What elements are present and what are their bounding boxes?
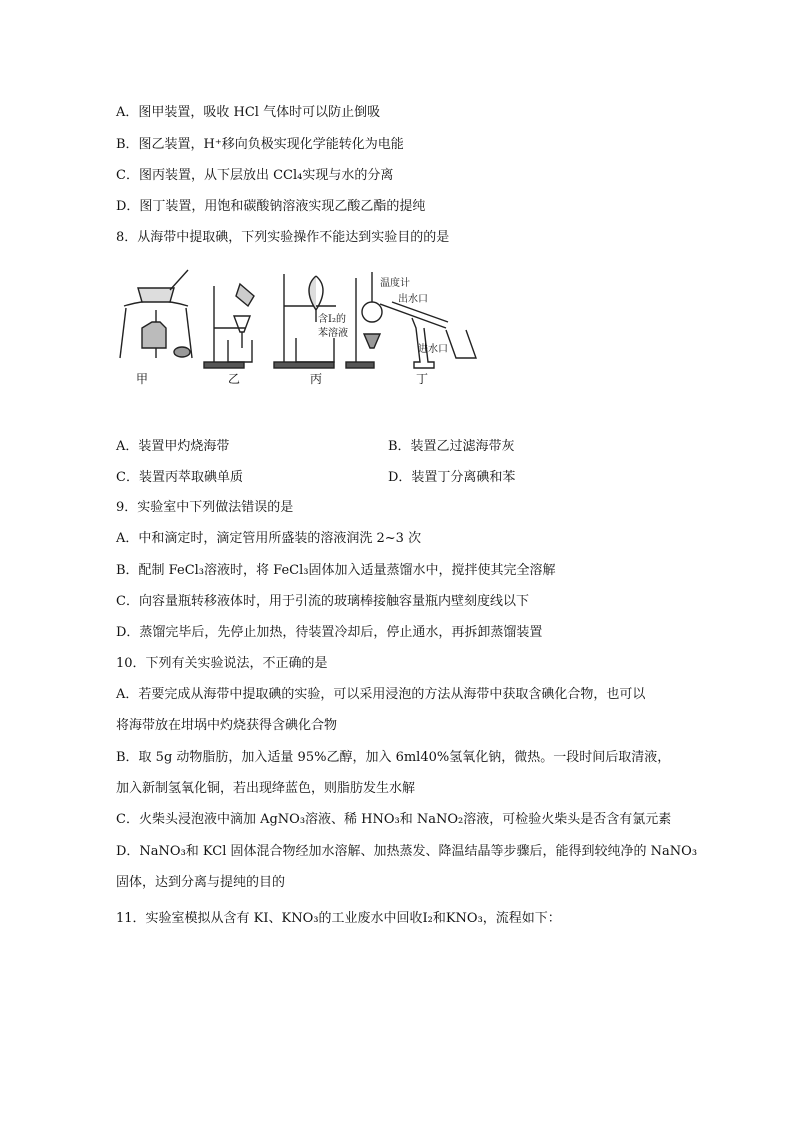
q7-option-b: B．图乙装置，H⁺移向负极实现化学能转化为电能 [116, 137, 404, 152]
q8-option-a: A．装置甲灼烧海带 [116, 439, 230, 454]
q7-option-a: A．图甲装置，吸收 HCl 气体时可以防止倒吸 [116, 105, 381, 120]
caption-ding: 丁 [416, 372, 429, 386]
q8-option-d: D．装置丁分离碘和苯 [388, 470, 516, 485]
q10-stem: 10．下列有关实验说法，不正确的是 [116, 656, 328, 671]
q9-option-a: A．中和滴定时，滴定管用所盛装的溶液润洗 2~3 次 [116, 531, 422, 546]
q8-stem: 8．从海带中提取碘，下列实验操作不能达到实验目的的是 [116, 230, 450, 245]
caption-bing: 丙 [310, 372, 323, 386]
q10-option-b-line2: 加入新制氢氧化铜，若出现绛蓝色，则脂肪发生水解 [116, 781, 416, 796]
q7-option-d: D．图丁装置，用饱和碳酸钠溶液实现乙酸乙酯的提纯 [116, 199, 426, 214]
label-inlet: 进水口 [418, 344, 448, 355]
caption-yi: 乙 [228, 372, 241, 386]
q8-option-b: B．装置乙过滤海带灰 [388, 439, 515, 454]
q10-option-a-line1: A．若要完成从海带中提取碘的实验，可以采用浸泡的方法从海带中获取含碘化合物，也可以 [116, 687, 646, 702]
q10-option-d-line2: 固体，达到分离与提纯的目的 [116, 875, 286, 890]
q10-option-a-line2: 将海带放在坩埚中灼烧获得含碘化合物 [116, 718, 338, 733]
apparatus-drawing [116, 268, 496, 394]
q8-option-c: C．装置丙萃取碘单质 [116, 470, 243, 485]
label-solution-2: 苯溶液 [318, 328, 348, 339]
caption-jia: 甲 [136, 372, 149, 386]
q10-option-b-line1: B．取 5g 动物脂肪，加入适量 95%乙醇，加入 6ml40%氢氧化钠，微热。一段时间后取清液， [116, 750, 671, 765]
q11-stem: 11．实验室模拟从含有 KI、KNO₃的工业废水中回收I₂和KNO₃，流程如下： [116, 911, 561, 926]
label-solution-1: 含I₂的 [318, 314, 346, 325]
q10-option-c: C．火柴头浸泡液中滴加 AgNO₃溶液、稀 HNO₃和 NaNO₂溶液，可检验火柴头是否含有氯元素 [116, 812, 672, 827]
apparatus-figure [116, 268, 496, 394]
q7-option-c: C．图丙装置，从下层放出 CCl₄实现与水的分离 [116, 168, 394, 183]
label-thermometer: 温度计 [380, 278, 410, 289]
q9-option-d: D．蒸馏完毕后，先停止加热，待装置冷却后，停止通水，再拆卸蒸馏装置 [116, 625, 543, 640]
q9-option-b: B．配制 FeCl₃溶液时，将 FeCl₃固体加入适量蒸馏水中，搅拌使其完全溶解 [116, 563, 556, 578]
q9-option-c: C．向容量瓶转移液体时，用于引流的玻璃棒接触容量瓶内壁刻度线以下 [116, 594, 529, 609]
label-outlet: 出水口 [398, 294, 428, 305]
q9-stem: 9．实验室中下列做法错误的是 [116, 500, 294, 515]
q10-option-d-line1: D．NaNO₃和 KCl 固体混合物经加水溶解、加热蒸发、降温结晶等步骤后，能得到较纯净的 NaNO₃ [116, 844, 698, 859]
